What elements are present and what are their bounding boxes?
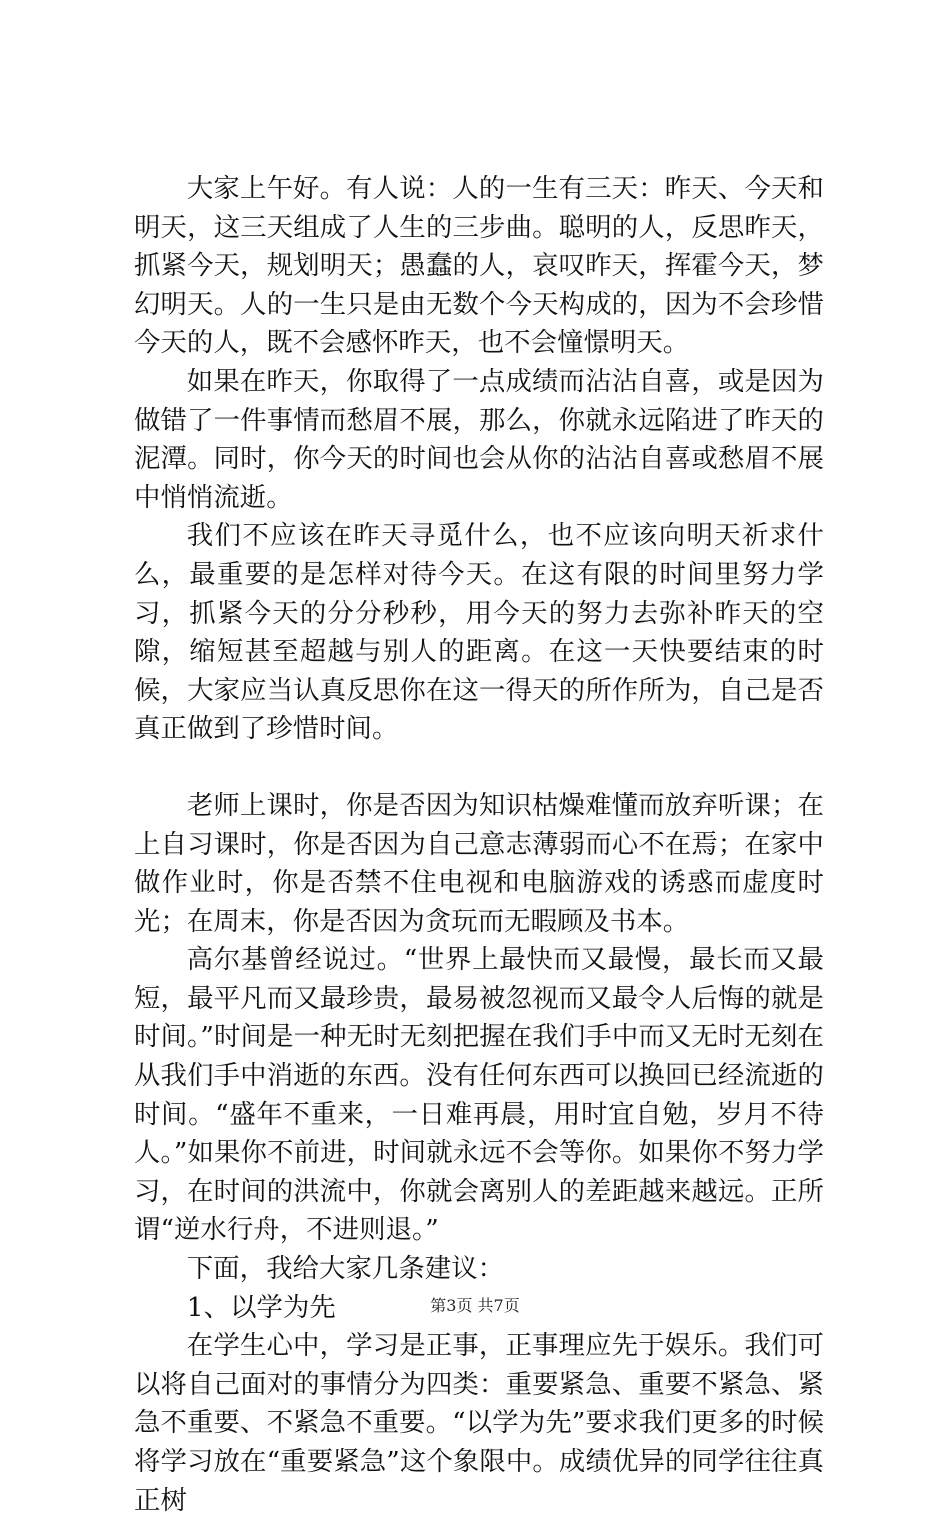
section-heading: 1、以学为先 xyxy=(186,1291,336,1323)
paragraph-2: 如果在昨天，你取得了一点成绩而沾沾自喜，或是因为做错了一件事情而愁眉不展，那么，你就永远陷进了昨天的泥潭。同时，你今天的时间也会从你的沾沾自喜或愁眉不展中悄悄流逝。 xyxy=(134,365,824,513)
paragraph-6: 下面，我给大家几条建议： xyxy=(186,1253,505,1285)
paragraph-7: 在学生心中，学习是正事，正事理应先于娱乐。我们可以将自己面对的事情分为四类：重要紧急、重要不紧急、紧急不重要、不紧急不重要。“以学为先”要求我们更多的时候将学习放在“重要紧急”这个象限中。成绩优异的同学往往真正树 xyxy=(134,1330,824,1516)
document-body xyxy=(134,170,824,1520)
paragraph-4: 老师上课时，你是否因为知识枯燥难懂而放弃听课；在上自习课时，你是否因为自己意志薄弱而心不在焉；在家中做作业时，你是否禁不住电视和电脑游戏的诱惑而虚度时光；在周末，你是否因为贪玩而无暇顾及书本。 xyxy=(134,789,824,937)
paragraph-3: 我们不应该在昨天寻觅什么，也不应该向明天祈求什么，最重要的是怎样对待今天。在这有限的时间里努力学习，抓紧今天的分分秒秒，用今天的努力去弥补昨天的空隙，缩短甚至超越与别人的距离。在这一天快要结束的时候，大家应当认真反思你在这一得天的所作所为，自己是否真正做到了珍惜时间。 xyxy=(134,520,824,745)
paragraph-1: 大家上午好。有人说：人的一生有三天：昨天、今天和明天，这三天组成了人生的三步曲。聪明的人，反思昨天，抓紧今天，规划明天；愚蠢的人，哀叹昨天，挥霍今天，梦幻明天。人的一生只是由无数个今天构成的，因为不会珍惜今天的人，既不会感怀昨天，也不会憧憬明天。 xyxy=(134,173,824,359)
page-number: 第3页 共7页 xyxy=(430,1296,520,1315)
paragraph-gap xyxy=(134,749,824,787)
paragraph-5: 高尔基曾经说过。“世界上最快而又最慢，最长而又最短，最平凡而又最珍贵，最易被忽视而又最令人后悔的就是时间。”时间是一种无时无刻把握在我们手中而又无时无刻在从我们手中消逝的东西。没有任何东西可以换回已经流逝的时间。“盛年不重来，一日难再晨，用时宜自勉，岁月不待人。”如果你不前进，时间就永远不会等你。如果你不努力学习，在时间的洪流中，你就会离别人的差距越来越远。正所谓“逆水行舟，不进则退。” xyxy=(134,944,824,1246)
